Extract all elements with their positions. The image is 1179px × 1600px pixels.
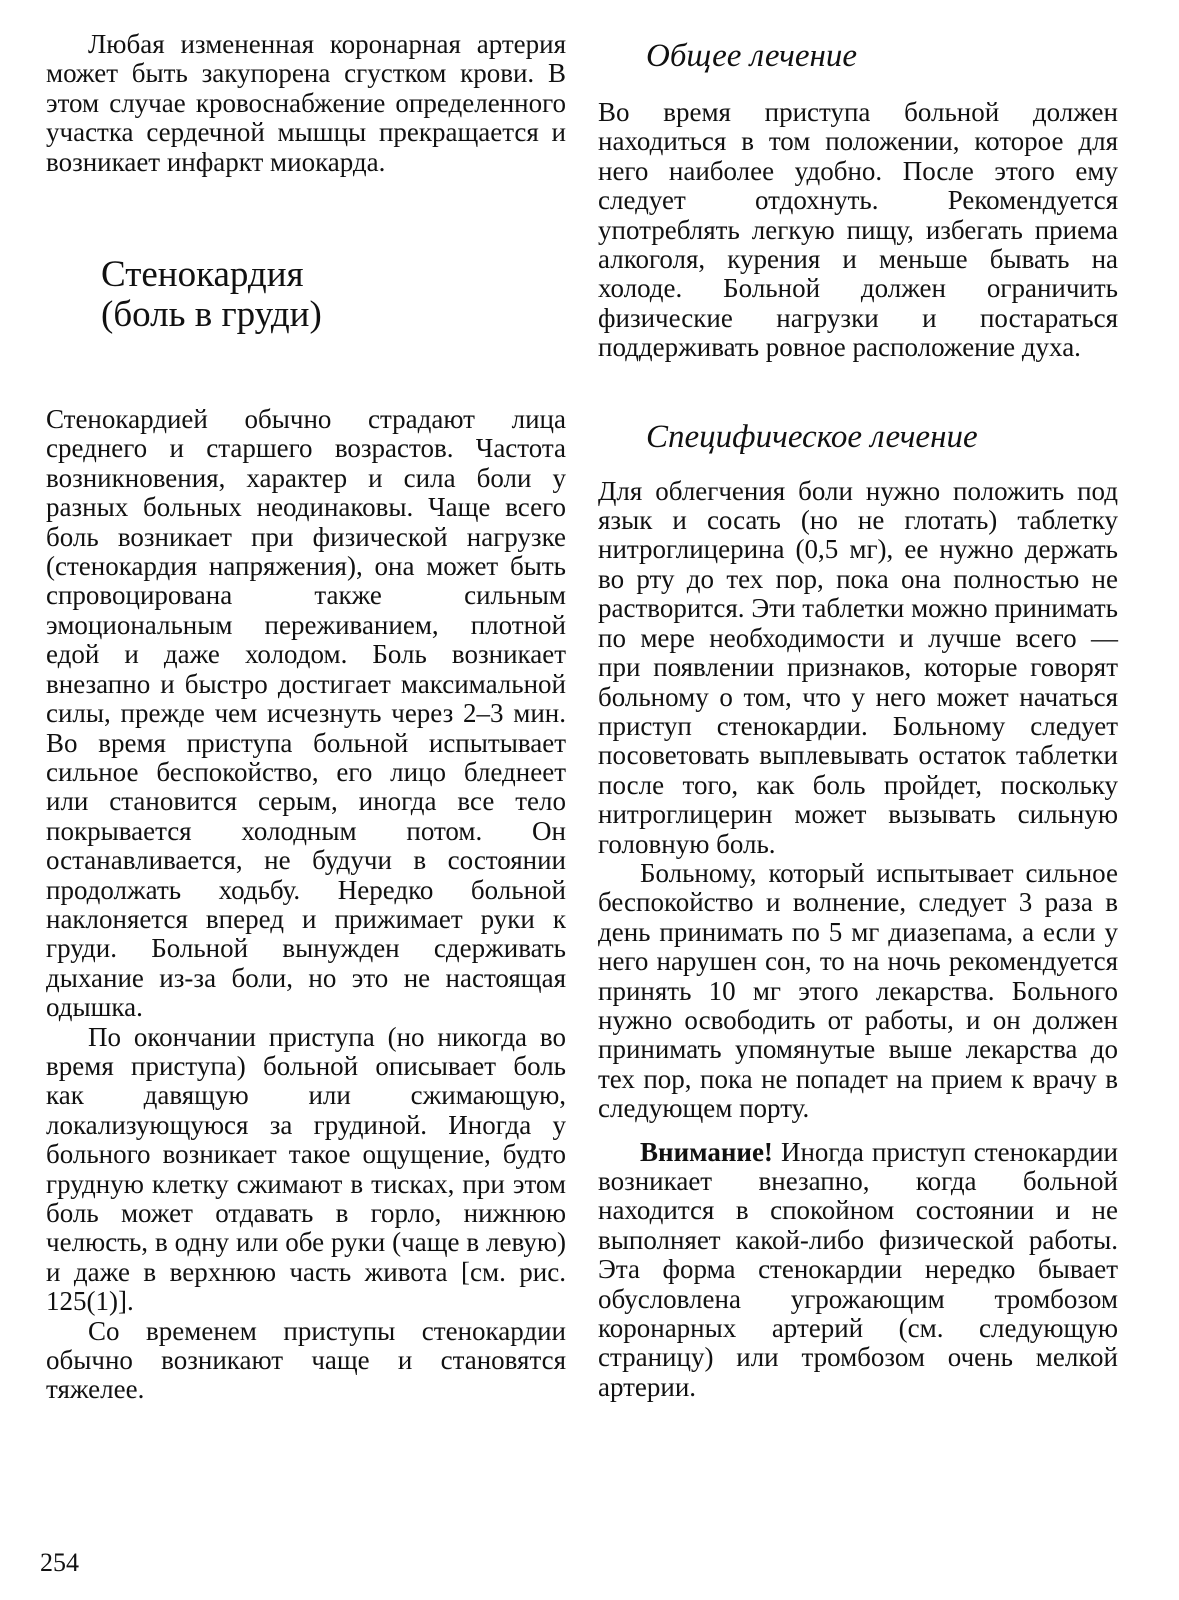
specific-treatment-paragraph-1: Для облегчения боли нужно положить под язык и сосать (но не глотать) таблетку нитроглицерина (0,5 мг), ее нужно держать во рту до тех пор, пока она полностью не растворится. Эти таблетки можно принимать по мере необходимости и лучше всего — при появлении признаков, которые говорят больному о том, что у него может начаться приступ стенокардии. Больному следует посоветовать выплевывать остаток таблетки после того, как боль пройдет, поскольку нитроглицерин может вызывать сильную головную боль. [598, 475, 1118, 859]
intro-paragraph: Любая измененная коронарная артерия может быть закупорена сгустком крови. В этом случае кровоснабжение определенного участка сердечной мышцы прекращается и возникает инфаркт миокарда. [46, 29, 566, 177]
heading-general-treatment: Общее лечение [646, 38, 858, 74]
warning-label: Внимание! [640, 1136, 773, 1167]
angina-paragraph-3: Со временем приступы стенокардии обычно возникают чаще и становятся тяжелее. [46, 1315, 566, 1405]
general-treatment-paragraph: Во время приступа больной должен находиться в том положении, которое для него наиболее удобно. После этого ему следует отдохнуть. Рекомендуется употреблять легкую пищу, избегать приема алкоголя, курения и меньше бывать на холоде. Больной должен ограничить физические нагрузки и постараться поддерживать ровное расположение духа. [598, 97, 1118, 363]
section-heading-line1: Стенокардия [101, 254, 304, 296]
specific-treatment-paragraph-2: Больному, который испытывает сильное беспокойство и волнение, следует 3 раза в день принимать по 5 мг диазепама, а если у него нарушен сон, то на ночь рекомендуется принять 10 мг этого лекарства. Больного нужно освободить от работы, и он должен принимать упомянутые выше лекарства до тех пор, пока не попадет на прием к врачу в следующем порту. [598, 857, 1118, 1124]
page-number: 254 [40, 1548, 79, 1577]
heading-specific-treatment: Специфическое лечение [646, 418, 978, 455]
angina-paragraph-1: Стенокардией обычно страдают лица среднего и старшего возрастов. Частота возникновения, характер и сила боли у разных больных неодинаковы. Чаще всего боль возникает при физической нагрузке (стенокардия напряжения), она может быть спровоцирована также сильным эмоциональным переживанием, плотной едой и даже холодом. Боль возникает внезапно и быстро достигает максимальной силы, прежде чем исчезнуть через 2–3 мин. Во время приступа больной испытывает сильное беспокойство, его лицо бледнеет или становится серым, иногда все тело покрывается холодным потом. Он останавливается, не будучи в состоянии продолжать ходьбу. Нередко больной наклоняется вперед и прижимает руки к груди. Больной вынужден сдерживать дыхание из-за боли, но это не настоящая одышка. [46, 404, 566, 1023]
section-heading-line2: (боль в груди) [101, 294, 322, 336]
right-column [598, 30, 1118, 1402]
section-heading-angina [101, 255, 566, 335]
warning-text: Иногда приступ стенокардии возникает внезапно, когда больной находится в спокойном состоянии и не выполняет какой-либо физической работы. Эта форма стенокардии нередко бывает обусловлена угрожающим тромбозом коронарных артерий (см. следующую страницу) или тромбозом очень мелкой артерии. [598, 1136, 1118, 1402]
left-column [46, 30, 566, 1405]
warning-paragraph [598, 1138, 1118, 1403]
angina-paragraph-2: По окончании приступа (но никогда во время приступа) больной описывает боль как давящую или сжимающую, локализующуюся за грудиной. Иногда у больного возникает такое ощущение, будто грудную клетку сжимают в тисках, при этом боль может отдавать в горло, нижнюю челюсть, в одну или обе руки (чаще в левую) и даже в верхнюю часть живота [см. рис. 125(1)]. [46, 1021, 566, 1317]
